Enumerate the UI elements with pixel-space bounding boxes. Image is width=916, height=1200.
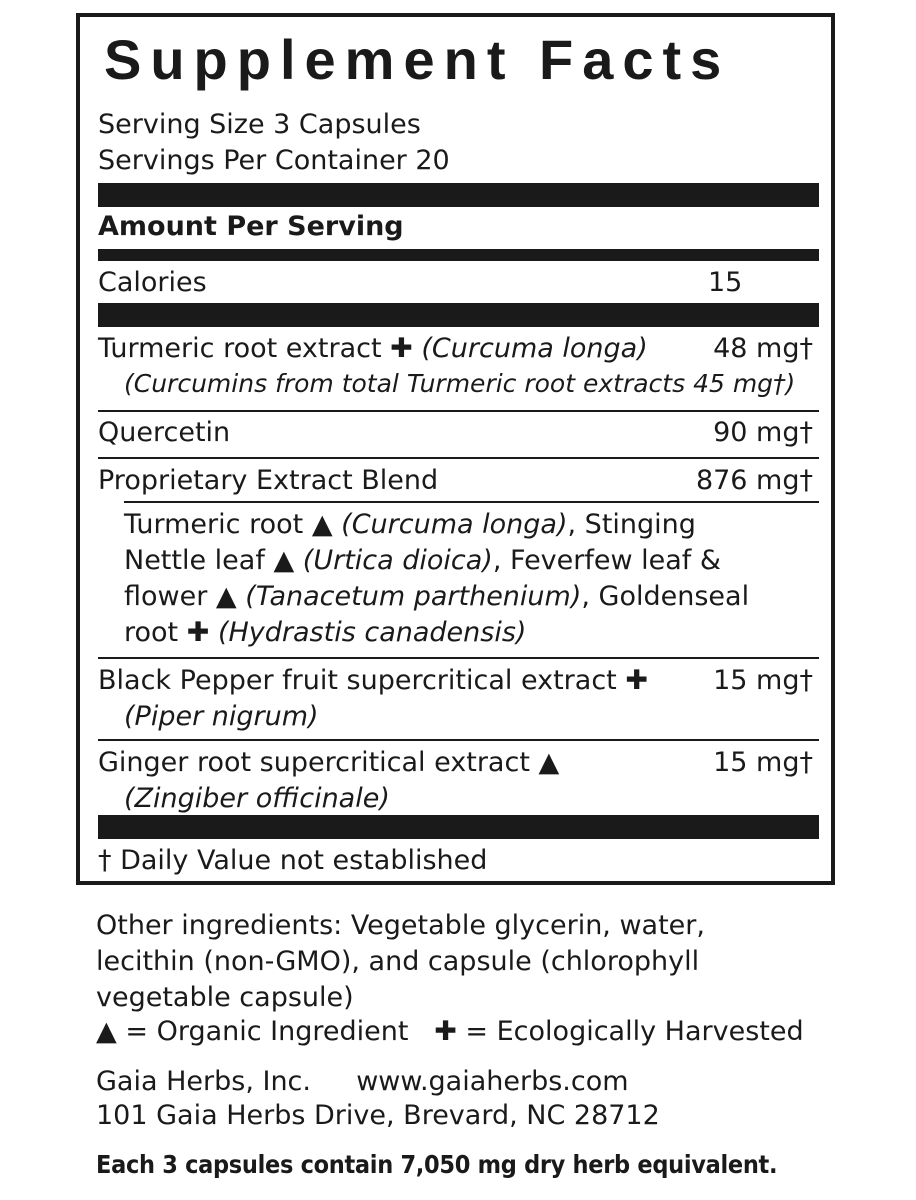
company-name: Gaia Herbs, Inc. (96, 1066, 311, 1097)
thick-divider (98, 183, 819, 207)
organic-icon: ▲ (311, 509, 333, 540)
curcumins-note: (Curcumins from total Turmeric root extracts 45 mg†) (124, 369, 796, 398)
turmeric-value: 48 mg† (713, 333, 813, 364)
turmeric-label: Turmeric root extract (98, 333, 382, 364)
row-divider (98, 457, 819, 459)
ginger-label: Ginger root supercritical extract (98, 747, 530, 778)
blend-line: Nettle leaf ▲ (Urtica dioica), Feverfew leaf & (124, 545, 721, 576)
organic-legend-text: = Organic Ingredient (125, 1016, 409, 1047)
servings-per-container: Servings Per Container 20 (98, 145, 450, 176)
company-address: 101 Gaia Herbs Drive, Brevard, NC 28712 (96, 1100, 660, 1131)
ecologically-harvested-icon: ✚ (625, 665, 648, 696)
daily-value-footnote: † Daily Value not established (98, 845, 488, 876)
other-ingredients-line: Other ingredients: Vegetable glycerin, water, (96, 910, 705, 941)
amount-per-serving-header: Amount Per Serving (98, 211, 404, 242)
black-pepper-latin: (Piper nigrum) (124, 701, 319, 732)
thick-divider (98, 815, 819, 839)
medium-divider (98, 249, 819, 261)
ginger-row (98, 747, 559, 778)
eco-legend-text: = Ecologically Harvested (465, 1016, 804, 1047)
calories-label: Calories (98, 267, 207, 298)
black-pepper-value: 15 mg† (713, 665, 813, 696)
company-line (96, 1066, 629, 1097)
dry-herb-equivalent: Each 3 capsules contain 7,050 mg dry herb equivalent. (96, 1150, 778, 1179)
other-ingredients-line: lecithin (non-GMO), and capsule (chlorophyll (96, 946, 700, 977)
blend-line: Turmeric root ▲ (Curcuma longa), Stinging (124, 509, 696, 540)
row-divider (98, 657, 819, 659)
black-pepper-row (98, 665, 648, 696)
ecologically-harvested-icon: ✚ (434, 1016, 457, 1047)
serving-size: Serving Size 3 Capsules (98, 109, 421, 140)
symbol-legend (96, 1016, 804, 1047)
ginger-latin: (Zingiber officinale) (124, 783, 390, 814)
ecologically-harvested-icon: ✚ (186, 617, 210, 648)
quercetin-label: Quercetin (98, 417, 231, 448)
turmeric-row (98, 333, 648, 364)
organic-icon: ▲ (215, 581, 237, 612)
calories-value: 15 (708, 267, 743, 298)
thick-divider (98, 303, 819, 327)
other-ingredients-line: vegetable capsule) (96, 982, 354, 1013)
blend-line: root ✚ (Hydrastis canadensis) (124, 617, 527, 648)
black-pepper-label: Black Pepper fruit supercritical extract (98, 665, 617, 696)
company-url: www.gaiaherbs.com (356, 1066, 629, 1097)
turmeric-latin: (Curcuma longa) (421, 333, 648, 364)
organic-icon: ▲ (273, 545, 295, 576)
blend-label: Proprietary Extract Blend (98, 465, 439, 496)
panel-title: Supplement Facts (104, 28, 731, 91)
blend-value: 876 mg† (695, 465, 813, 496)
blend-line: flower ▲ (Tanacetum parthenium), Goldenseal (124, 581, 750, 612)
blend-divider (124, 501, 819, 503)
supplement-facts-panel (76, 13, 835, 885)
ginger-value: 15 mg† (713, 747, 813, 778)
organic-icon: ▲ (538, 747, 560, 778)
organic-icon: ▲ (96, 1016, 117, 1047)
ecologically-harvested-icon: ✚ (390, 333, 413, 364)
row-divider (98, 410, 819, 412)
row-divider (98, 739, 819, 741)
quercetin-value: 90 mg† (713, 417, 813, 448)
